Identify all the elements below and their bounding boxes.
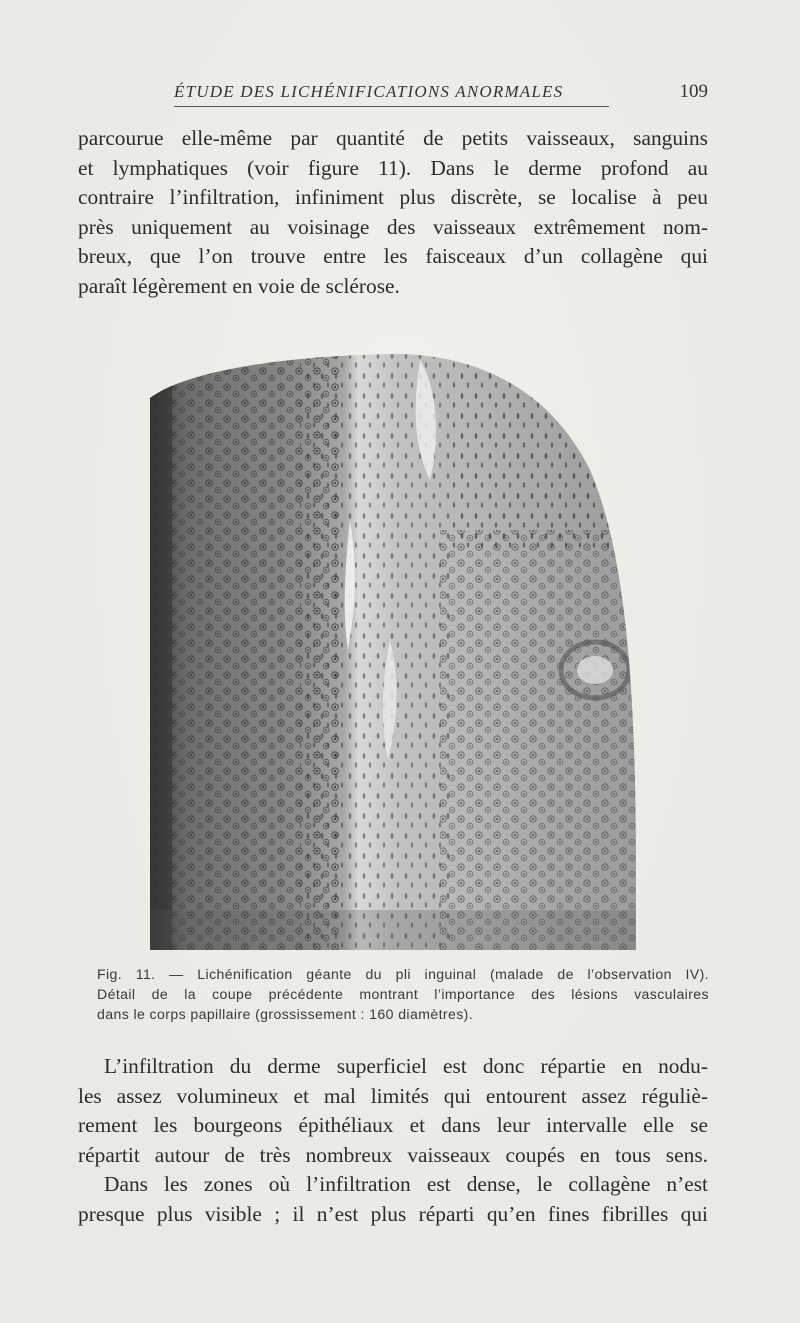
text-line: L’infiltration du derme superficiel est donc répartie en nodu- (104, 1054, 708, 1078)
text-line: contraire l’infiltration, infiniment plus discrète, se localise à peu (78, 185, 708, 210)
running-head (78, 80, 708, 110)
figure-caption (97, 964, 709, 1024)
micrograph-figure (150, 350, 636, 950)
text-line: répartit autour de très nombreux vaisseaux coupés en tous sens. (78, 1142, 708, 1167)
text-line: breux, que l’on trouve entre les faisceaux d’un collagène qui (78, 244, 708, 269)
text-line: les assez volumineux et mal limités qui entourent assez réguliè- (78, 1083, 708, 1108)
caption-line: dans le corps papillaire (grossissement : 160 diamètres). (97, 1006, 474, 1022)
header-rule (174, 106, 609, 107)
caption-line: Fig. 11. — Lichénification géante du pli inguinal (malade de l’observation IV). (97, 966, 709, 982)
text-line: paraît légèrement en voie de sclérose. (78, 273, 400, 298)
paragraph-bottom (78, 1052, 708, 1230)
text-line: près uniquement au voisinage des vaisseaux extrêmement nom- (78, 214, 708, 239)
text-line: parcourue elle-même par quantité de petits vaisseaux, sanguins (78, 126, 708, 150)
text-line: presque plus visible ; il n’est plus réparti qu’en fines fibrilles qui (78, 1201, 708, 1226)
text-line: Dans les zones où l’infiltration est dense, le collagène n’est (104, 1172, 708, 1197)
text-line: rement les bourgeons épithéliaux et dans leur intervalle elle se (78, 1113, 708, 1138)
running-title: ÉTUDE DES LICHÉNIFICATIONS ANORMALES (174, 82, 564, 101)
micrograph-image (150, 350, 636, 950)
page-number: 109 (679, 81, 708, 102)
text-line: et lymphatiques (voir figure 11). Dans le derme profond au (78, 155, 708, 180)
caption-line: Détail de la coupe précédente montrant l’importance des lésions vasculaires (97, 986, 709, 1002)
paragraph-top (78, 124, 708, 302)
